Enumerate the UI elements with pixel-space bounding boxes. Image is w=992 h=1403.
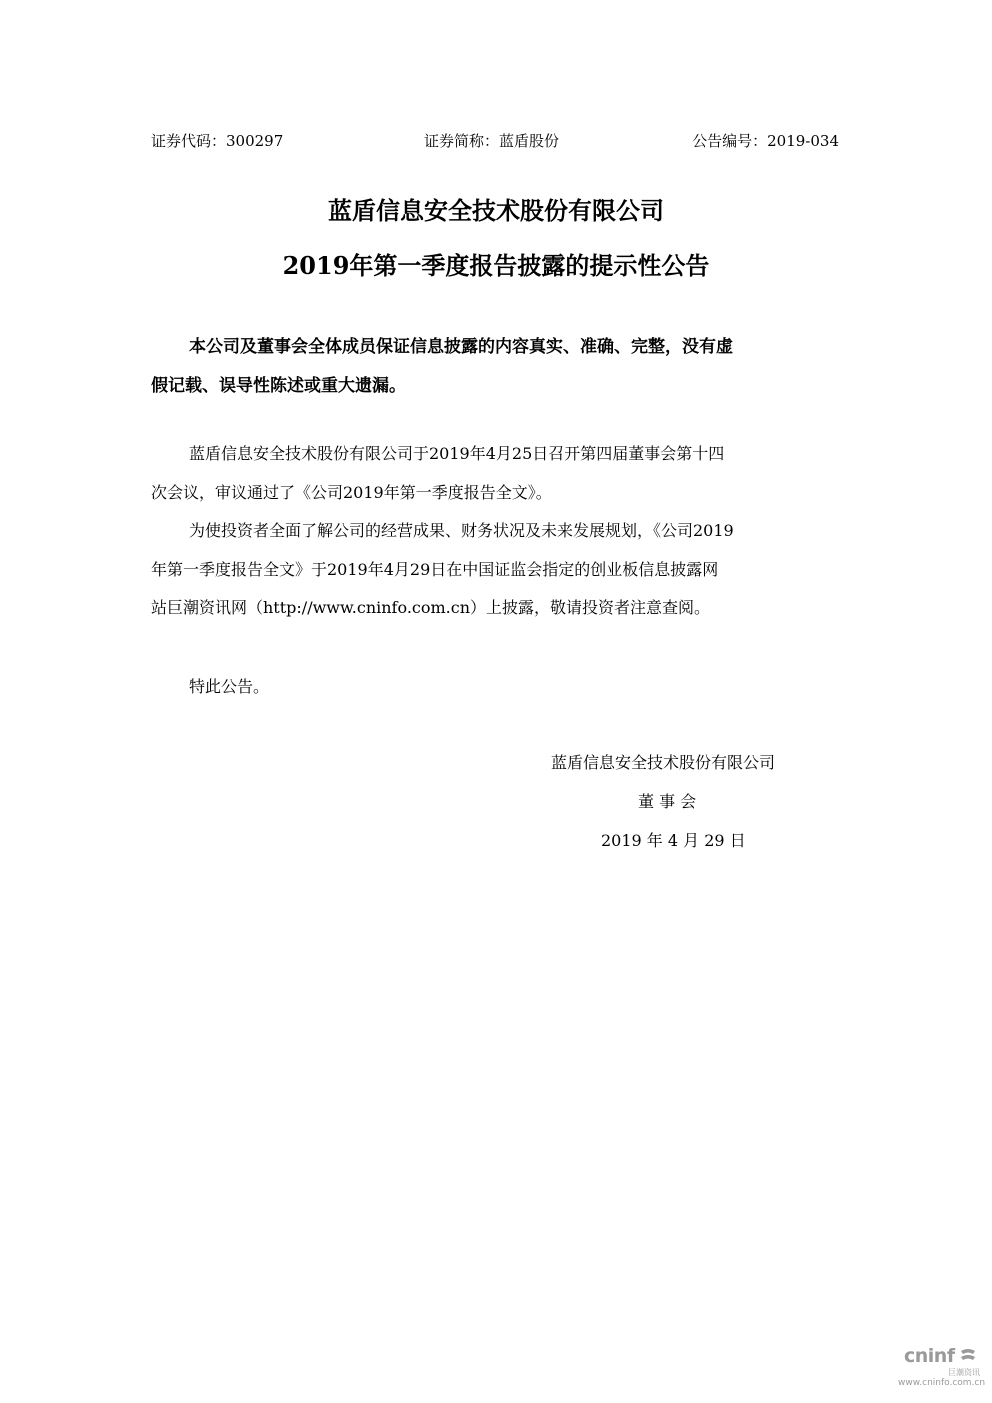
logo-chinese-name: 巨潮资讯 bbox=[948, 1368, 980, 1377]
body-p2-line-2: 年第一季度报告全文》于2019年4月29日在中国证监会指定的创业板信息披露网 bbox=[151, 560, 719, 579]
logo-url: www.cninfo.com.cn bbox=[898, 1378, 986, 1388]
announcement-number: 公告编号：2019-034 bbox=[692, 132, 839, 150]
cninfo-swirl-icon bbox=[958, 1347, 978, 1365]
body-p1-line-2: 次会议，审议通过了《公司2019年第一季度报告全文》。 bbox=[151, 483, 552, 502]
signature-board: 董 事 会 bbox=[638, 792, 697, 811]
signature-company: 蓝盾信息安全技术股份有限公司 bbox=[551, 753, 776, 772]
closing-text: 特此公告。 bbox=[189, 677, 270, 696]
cninfo-watermark-logo bbox=[898, 1345, 984, 1389]
statement-line-2: 假记载、误导性陈述或重大遗漏。 bbox=[151, 376, 406, 396]
stock-code: 证券代码：300297 bbox=[151, 132, 284, 150]
company-title: 蓝盾信息安全技术股份有限公司 bbox=[328, 196, 664, 225]
statement-line-1: 本公司及董事会全体成员保证信息披露的内容真实、准确、完整，没有虚 bbox=[189, 337, 733, 357]
announcement-title: 2019年第一季度报告披露的提示性公告 bbox=[282, 251, 710, 280]
body-p1-line-1: 蓝盾信息安全技术股份有限公司于2019年4月25日召开第四届董事会第十四 bbox=[189, 444, 725, 463]
signature-date: 2019 年 4 月 29 日 bbox=[601, 831, 746, 850]
stock-abbreviation: 证券简称：蓝盾股份 bbox=[424, 132, 560, 150]
body-p2-line-1: 为使投资者全面了解公司的经营成果、财务状况及未来发展规划，《公司2019 bbox=[189, 521, 734, 540]
logo-brand-text: cninf bbox=[904, 1345, 955, 1367]
body-p2-line-3: 站巨潮资讯网（http://www.cninfo.com.cn）上披露，敬请投资者注意查阅。 bbox=[151, 598, 711, 617]
